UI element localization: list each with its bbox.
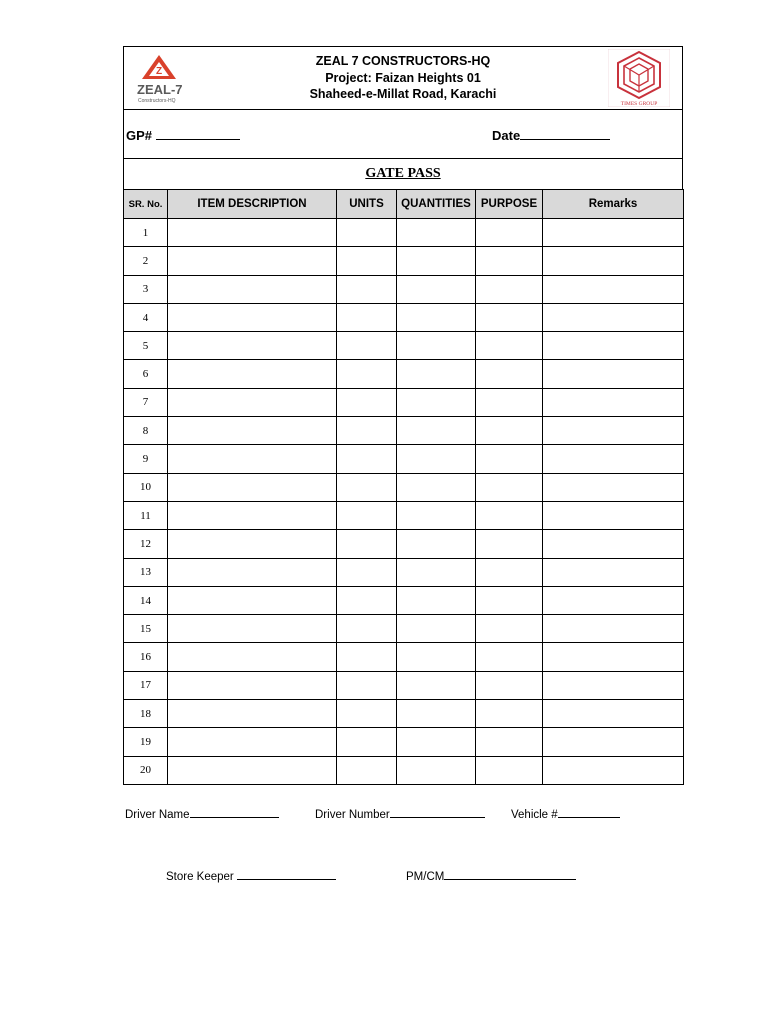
item-description-cell[interactable] (168, 473, 337, 501)
units-cell[interactable] (337, 728, 397, 756)
date-field[interactable] (492, 127, 610, 143)
item-description-cell[interactable] (168, 275, 337, 303)
row-number: 15 (124, 615, 168, 643)
purpose-cell[interactable] (476, 473, 543, 501)
col-units: UNITS (337, 190, 397, 219)
item-description-cell[interactable] (168, 247, 337, 275)
remarks-cell[interactable] (543, 501, 684, 529)
project-address: Shaheed-e-Millat Road, Karachi (309, 87, 497, 101)
logo-left-subtext: Constructors-HQ (138, 98, 176, 104)
item-description-cell[interactable] (168, 388, 337, 416)
project-name: Project: Faizan Heights 01 (325, 70, 481, 85)
driver-name-line[interactable] (190, 807, 279, 818)
table-row (124, 247, 684, 275)
purpose-cell[interactable] (476, 247, 543, 275)
row-number: 16 (124, 643, 168, 671)
driver-number-field[interactable] (315, 807, 485, 821)
driver-name-field[interactable] (125, 807, 279, 821)
row-number: 8 (124, 417, 168, 445)
row-number: 17 (124, 671, 168, 699)
table-row (124, 728, 684, 756)
units-cell[interactable] (337, 615, 397, 643)
purpose-cell[interactable] (476, 756, 543, 784)
row-number: 6 (124, 360, 168, 388)
quantities-cell[interactable] (397, 530, 476, 558)
item-description-cell[interactable] (168, 530, 337, 558)
table-row (124, 360, 684, 388)
col-purpose: PURPOSE (476, 190, 543, 219)
driver-name-label: Driver Name (125, 809, 190, 821)
remarks-cell[interactable] (543, 728, 684, 756)
quantities-cell[interactable] (397, 615, 476, 643)
quantities-cell[interactable] (397, 728, 476, 756)
purpose-cell[interactable] (476, 501, 543, 529)
units-cell[interactable] (337, 558, 397, 586)
gp-date-row (123, 109, 683, 158)
pm-cm-field[interactable] (406, 869, 576, 883)
purpose-cell[interactable] (476, 700, 543, 728)
remarks-cell[interactable] (543, 303, 684, 331)
purpose-cell[interactable] (476, 671, 543, 699)
units-cell[interactable] (337, 332, 397, 360)
units-cell[interactable] (337, 219, 397, 247)
header-titles (124, 53, 682, 103)
purpose-cell[interactable] (476, 360, 543, 388)
remarks-cell[interactable] (543, 219, 684, 247)
col-quantities: QUANTITIES (397, 190, 476, 219)
date-label: Date (492, 128, 521, 143)
date-input-line[interactable] (520, 127, 610, 140)
row-number: 12 (124, 530, 168, 558)
gate-pass-form (123, 46, 683, 785)
purpose-cell[interactable] (476, 332, 543, 360)
form-title-row (123, 158, 683, 189)
table-body (124, 219, 684, 785)
table-row (124, 275, 684, 303)
units-cell[interactable] (337, 586, 397, 614)
table-row (124, 756, 684, 784)
table-row (124, 501, 684, 529)
remarks-cell[interactable] (543, 558, 684, 586)
table-row (124, 417, 684, 445)
row-number: 5 (124, 332, 168, 360)
quantities-cell[interactable] (397, 558, 476, 586)
table-row (124, 615, 684, 643)
purpose-cell[interactable] (476, 303, 543, 331)
purpose-cell[interactable] (476, 558, 543, 586)
purpose-cell[interactable] (476, 445, 543, 473)
form-header (123, 46, 683, 109)
remarks-cell[interactable] (543, 671, 684, 699)
vehicle-line[interactable] (558, 807, 620, 818)
purpose-cell[interactable] (476, 728, 543, 756)
table-row (124, 303, 684, 331)
units-cell[interactable] (337, 275, 397, 303)
row-number: 7 (124, 388, 168, 416)
remarks-cell[interactable] (543, 332, 684, 360)
remarks-cell[interactable] (543, 586, 684, 614)
company-name: ZEAL 7 CONSTRUCTORS-HQ (315, 54, 491, 68)
row-number: 3 (124, 275, 168, 303)
item-description-cell[interactable] (168, 219, 337, 247)
table-row (124, 558, 684, 586)
remarks-cell[interactable] (543, 700, 684, 728)
table-row (124, 586, 684, 614)
purpose-cell[interactable] (476, 530, 543, 558)
gp-input-line[interactable] (156, 127, 240, 140)
purpose-cell[interactable] (476, 219, 543, 247)
item-description-cell[interactable] (168, 332, 337, 360)
pm-cm-label: PM/CM (406, 871, 445, 883)
table-row (124, 219, 684, 247)
row-number: 9 (124, 445, 168, 473)
purpose-cell[interactable] (476, 417, 543, 445)
quantities-cell[interactable] (397, 332, 476, 360)
remarks-cell[interactable] (543, 445, 684, 473)
pm-cm-line[interactable] (444, 869, 576, 880)
svg-text:Z: Z (155, 66, 163, 77)
table-row (124, 700, 684, 728)
item-description-cell[interactable] (168, 756, 337, 784)
table-row (124, 473, 684, 501)
times-group-logo (608, 49, 670, 107)
gp-field[interactable] (126, 127, 240, 143)
units-cell[interactable] (337, 700, 397, 728)
row-number: 4 (124, 303, 168, 331)
store-keeper-label: Store Keeper (166, 871, 234, 883)
quantities-cell[interactable] (397, 445, 476, 473)
driver-number-line[interactable] (390, 807, 485, 818)
item-description-cell[interactable] (168, 501, 337, 529)
gp-label: GP# (126, 128, 153, 143)
store-keeper-line[interactable] (237, 869, 336, 880)
row-number: 1 (124, 219, 168, 247)
units-cell[interactable] (337, 303, 397, 331)
logo-left-text: ZEAL-7 (137, 82, 183, 97)
quantities-cell[interactable] (397, 586, 476, 614)
quantities-cell[interactable] (397, 473, 476, 501)
units-cell[interactable] (337, 756, 397, 784)
remarks-cell[interactable] (543, 643, 684, 671)
table-row (124, 643, 684, 671)
table-row (124, 530, 684, 558)
logo-right-text: TIMES GROUP (620, 101, 658, 107)
col-item-description: ITEM DESCRIPTION (168, 190, 337, 219)
form-title: GATE PASS (365, 166, 441, 181)
units-cell[interactable] (337, 530, 397, 558)
units-cell[interactable] (337, 388, 397, 416)
row-number: 20 (124, 756, 168, 784)
purpose-cell[interactable] (476, 615, 543, 643)
units-cell[interactable] (337, 501, 397, 529)
store-keeper-field[interactable] (166, 869, 336, 883)
purpose-cell[interactable] (476, 275, 543, 303)
remarks-cell[interactable] (543, 530, 684, 558)
item-description-cell[interactable] (168, 643, 337, 671)
item-description-cell[interactable] (168, 417, 337, 445)
vehicle-field[interactable] (511, 807, 620, 821)
items-table (123, 189, 684, 785)
units-cell[interactable] (337, 473, 397, 501)
quantities-cell[interactable] (397, 671, 476, 699)
driver-number-label: Driver Number (315, 809, 390, 821)
table-header-row (124, 190, 684, 219)
item-description-cell[interactable] (168, 728, 337, 756)
quantities-cell[interactable] (397, 360, 476, 388)
quantities-cell[interactable] (397, 756, 476, 784)
remarks-cell[interactable] (543, 417, 684, 445)
item-description-cell[interactable] (168, 558, 337, 586)
table-row (124, 445, 684, 473)
row-number: 2 (124, 247, 168, 275)
units-cell[interactable] (337, 360, 397, 388)
item-description-cell[interactable] (168, 700, 337, 728)
table-row (124, 332, 684, 360)
units-cell[interactable] (337, 671, 397, 699)
item-description-cell[interactable] (168, 615, 337, 643)
quantities-cell[interactable] (397, 417, 476, 445)
purpose-cell[interactable] (476, 643, 543, 671)
item-description-cell[interactable] (168, 360, 337, 388)
quantities-cell[interactable] (397, 303, 476, 331)
item-description-cell[interactable] (168, 671, 337, 699)
purpose-cell[interactable] (476, 388, 543, 416)
remarks-cell[interactable] (543, 615, 684, 643)
item-description-cell[interactable] (168, 586, 337, 614)
quantities-cell[interactable] (397, 247, 476, 275)
item-description-cell[interactable] (168, 303, 337, 331)
units-cell[interactable] (337, 643, 397, 671)
quantities-cell[interactable] (397, 219, 476, 247)
units-cell[interactable] (337, 445, 397, 473)
row-number: 10 (124, 473, 168, 501)
col-remarks: Remarks (543, 190, 684, 219)
remarks-cell[interactable] (543, 275, 684, 303)
quantities-cell[interactable] (397, 501, 476, 529)
remarks-cell[interactable] (543, 388, 684, 416)
row-number: 13 (124, 558, 168, 586)
vehicle-label: Vehicle # (511, 809, 558, 821)
item-description-cell[interactable] (168, 445, 337, 473)
remarks-cell[interactable] (543, 360, 684, 388)
row-number: 19 (124, 728, 168, 756)
purpose-cell[interactable] (476, 586, 543, 614)
quantities-cell[interactable] (397, 700, 476, 728)
quantities-cell[interactable] (397, 275, 476, 303)
remarks-cell[interactable] (543, 473, 684, 501)
table-row (124, 388, 684, 416)
quantities-cell[interactable] (397, 388, 476, 416)
col-sr-no: SR. No. (124, 190, 168, 219)
units-cell[interactable] (337, 417, 397, 445)
units-cell[interactable] (337, 247, 397, 275)
remarks-cell[interactable] (543, 756, 684, 784)
row-number: 18 (124, 700, 168, 728)
row-number: 11 (124, 501, 168, 529)
row-number: 14 (124, 586, 168, 614)
quantities-cell[interactable] (397, 643, 476, 671)
remarks-cell[interactable] (543, 247, 684, 275)
table-row (124, 671, 684, 699)
